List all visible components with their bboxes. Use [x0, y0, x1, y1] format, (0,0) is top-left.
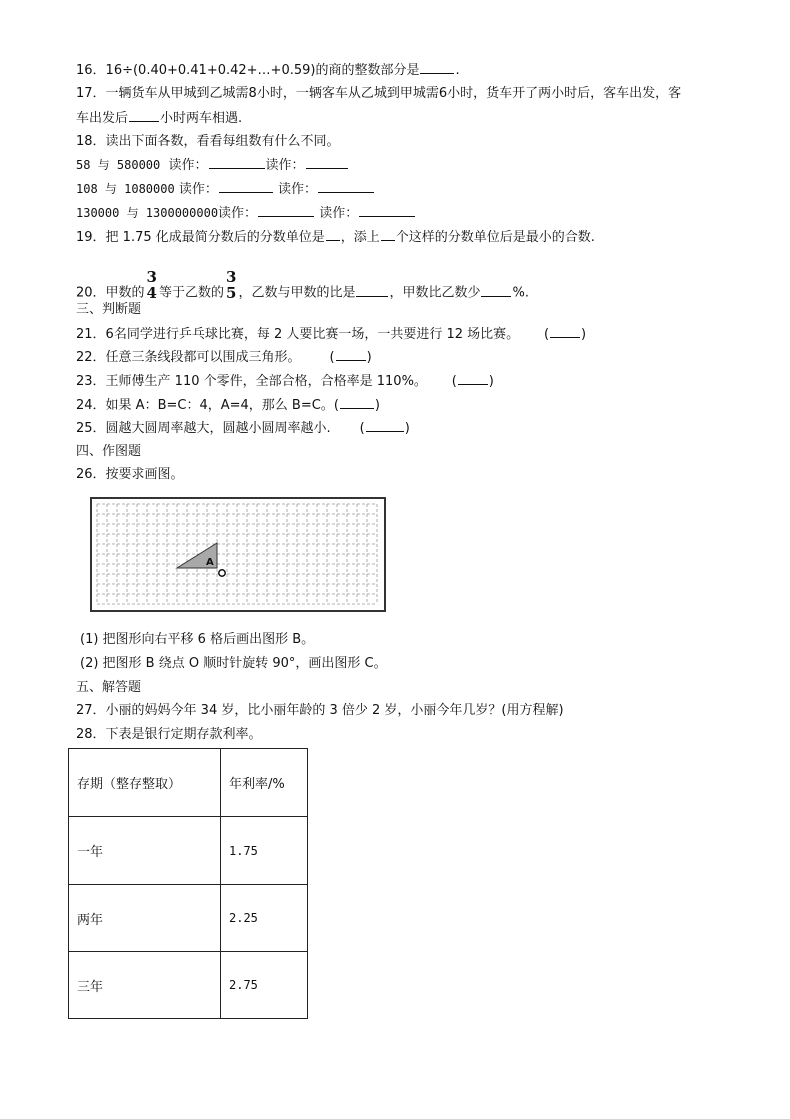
table-header-cell: 存期（整存整取）	[69, 749, 221, 817]
answer-blank[interactable]	[366, 419, 404, 432]
question-26-step2: (2) 把图形 B 绕点 O 顺时针旋转 90°，画出图形 C。	[80, 656, 387, 671]
answer-blank[interactable]	[340, 396, 374, 409]
section-heading: 五、解答题	[76, 680, 142, 695]
fraction-three-fifths: 3 5	[226, 268, 237, 302]
interest-rate-table	[68, 748, 308, 1019]
question-28-title: 28．下表是银行定期存款利率。	[76, 727, 262, 742]
table-cell-rate: 2.75	[221, 952, 308, 1019]
question-27: 27．小丽的妈妈今年 34 岁，比小丽年龄的 3 倍少 2 岁，小丽今年几岁？(用方程解)	[76, 703, 564, 718]
answer-blank[interactable]	[258, 204, 314, 217]
answer-blank[interactable]	[356, 284, 388, 297]
question-16: 16．16÷(0.40+0.41+0.42+…+0.59)的商的整数部分是 .	[76, 63, 460, 78]
drawing-grid[interactable]	[90, 497, 386, 612]
question-18-row: 130000 与 1300000000读作： 读作：	[76, 204, 416, 223]
answer-blank[interactable]	[209, 156, 265, 169]
section-heading: 三、判断题	[76, 302, 142, 317]
section-heading: 四、作图题	[76, 444, 142, 459]
table-row	[69, 952, 308, 1019]
question-26-title: 26．按要求画图。	[76, 467, 184, 482]
table-cell-term: 一年	[69, 817, 221, 885]
answer-blank[interactable]	[336, 348, 366, 361]
question-24: 24．如果 A：B=C：4，A=4，那么 B=C。( )	[76, 398, 380, 413]
question-26-step1: (1) 把图形向右平移 6 格后画出图形 B。	[80, 632, 315, 647]
question-17-line1: 17．一辆货车从甲城到乙城需8小时，一辆客车从乙城到甲城需6小时，货车开了两小时后，客车出发，客	[76, 86, 682, 101]
question-19: 19．把 1.75 化成最简分数后的分数单位是 ，添上 个这样的分数单位后是最小的合数.	[76, 230, 595, 245]
grid-figure	[92, 499, 384, 610]
question-17-line2: 车出发后 小时两车相遇.	[76, 111, 243, 126]
question-25: 25．圆越大圆周率越大，圆越小圆周率越小. ( )	[76, 421, 410, 436]
question-20: 20．甲数的 3 4 等于乙数的 3 5 ，乙数与甲数的比是 ，甲数比乙数少 %.	[76, 268, 529, 302]
answer-blank[interactable]	[481, 284, 511, 297]
table-cell-term: 三年	[69, 952, 221, 1019]
table-cell-term: 两年	[69, 885, 221, 952]
table-cell-rate: 2.25	[221, 885, 308, 952]
answer-blank[interactable]	[458, 372, 488, 385]
answer-blank[interactable]	[420, 61, 454, 74]
table-row	[69, 817, 308, 885]
fraction-three-quarters: 3 4	[146, 268, 157, 302]
answer-blank[interactable]	[359, 204, 415, 217]
table-row	[69, 885, 308, 952]
triangle-a-label: A	[206, 557, 214, 568]
table-header-cell: 年利率/%	[221, 749, 308, 817]
question-22: 22．任意三条线段都可以围成三角形。 ( )	[76, 350, 372, 365]
answer-blank[interactable]	[326, 228, 340, 241]
answer-blank[interactable]	[381, 228, 395, 241]
answer-blank[interactable]	[318, 180, 374, 193]
answer-blank[interactable]	[219, 180, 273, 193]
table-cell-rate: 1.75	[221, 817, 308, 885]
answer-blank[interactable]	[550, 325, 580, 338]
question-23: 23．王师傅生产 110 个零件，全部合格，合格率是 110%。 ( )	[76, 374, 494, 389]
question-18-title: 18．读出下面各数，看看每组数有什么不同。	[76, 134, 340, 149]
question-18-row: 58 与 580000 读作： 读作：	[76, 156, 349, 175]
table-header-row	[69, 749, 308, 817]
answer-blank[interactable]	[306, 156, 348, 169]
question-21: 21．6名同学进行乒乓球比赛，每 2 人要比赛一场，一共要进行 12 场比赛。 ( )	[76, 327, 587, 342]
answer-blank[interactable]	[129, 109, 159, 122]
question-18-row: 108 与 1080000 读作： 读作：	[76, 180, 375, 199]
point-o	[219, 570, 225, 576]
